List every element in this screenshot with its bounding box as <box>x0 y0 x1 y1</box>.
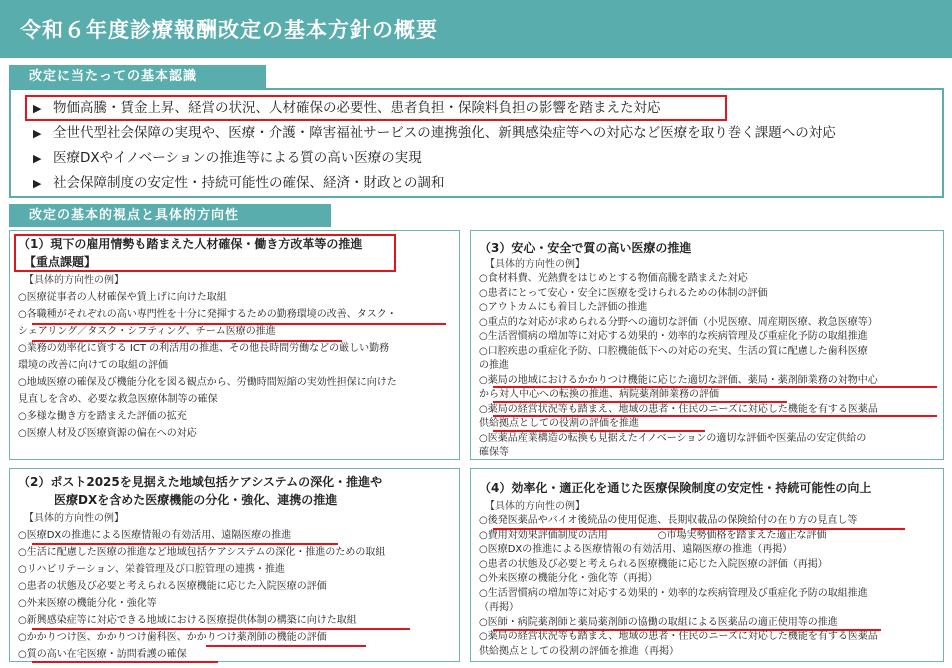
list-item: ○かかりつけ医、かかりつけ歯科医、かかりつけ薬剤師の機能の評価 <box>18 632 327 643</box>
triangle-bullet-icon: ▶ <box>33 127 42 140</box>
page-title: 令和６年度診療報酬改定の基本方針の概要 <box>20 18 438 42</box>
panel-3-title: （3）安心・安全で質の高い医療の推進 <box>479 241 692 255</box>
list-item: ○患者にとって安心・安全に医療を受けられるための体制の評価 <box>479 287 768 299</box>
panel-1-title: （1）現下の雇用情勢も踏まえた人材確保・働き方改革等の推進 <box>18 237 363 251</box>
list-item: ○医師・病院薬剤師と薬局薬剤師の協働の取組による医薬品の適正使用等の推進 <box>479 616 838 628</box>
list-item: ○患者の状態及び必要と考えられる医療機能に応じた入院医療の評価 <box>18 581 327 592</box>
list-item: ○患者の状態及び必要と考えられる医療機能に応じた入院医療の評価（再掲） <box>479 558 828 570</box>
list-item: ○外来医療の機能分化・強化等 <box>18 598 157 609</box>
list-item: ○口腔疾患の重症化予防、口腔機能低下への対応の充実、生活の質に配慮した歯科医療 <box>479 345 868 357</box>
panel-3-subtitle: 【具体的方向性の例】 <box>485 259 585 270</box>
panel-4-title: （4）効率化・適正化を通じた医療保険制度の安定性・持続可能性の向上 <box>479 481 872 495</box>
list-item: ○生活習慣病の増加等に対応する効果的・効率的な疾病管理及び重症化予防の取組推進 <box>479 331 868 342</box>
list-item: ○医療DXの推進による医療情報の有効活用、遠隔医療の推進（再掲） <box>479 544 793 555</box>
list-item: ○アウトカムにも着目した評価の推進 <box>479 302 648 313</box>
recognition-list <box>33 98 836 198</box>
list-item: ○薬局の経営状況等も踏まえ、地域の患者・住民のニーズに対応した機能を有する医薬品 <box>479 631 878 642</box>
recognition-item: ▶ 全世代型社会保障の実現や、医療・介護・障害福祉サービスの連携強化、新興感染症等への対応など医療を取り巻く課題への対応 <box>33 123 836 148</box>
recognition-label: 改定に当たっての基本認識 <box>9 65 266 88</box>
list-item: ○薬局の経営状況等も踏まえ、地域の患者・住民のニーズに対応した機能を有する医薬品 <box>479 403 878 415</box>
priority-tag: 【重点課題】 <box>24 255 97 269</box>
list-item: ○業務の効率化に資する ICT の利活用の推進、その他長時間労働などの厳しい勤務 <box>18 343 390 354</box>
list-item: ○医療人材及び医療資源の偏在への対応 <box>18 428 197 439</box>
list-item: ○質の高い在宅医療・訪問看護の確保 <box>18 649 187 660</box>
list-item: ○新興感染症等に対応できる地域における医療提供体制の構築に向けた取組 <box>18 615 357 626</box>
panel-4-list <box>479 514 878 659</box>
panel-3-list <box>479 272 878 461</box>
triangle-bullet-icon: ▶ <box>33 152 42 165</box>
panel-3 <box>470 230 944 460</box>
list-item: （再掲） <box>479 602 519 613</box>
recognition-item: ▶ 社会保障制度の安定性・持続可能性の確保、経済・財政との調和 <box>33 173 836 198</box>
panel-1 <box>9 230 460 460</box>
list-item: 供給拠点としての役割の評価を推進 <box>479 418 639 429</box>
list-item: ○多様な働き方を踏まえた評価の拡充 <box>18 411 187 422</box>
panel-4-subtitle: 【具体的方向性の例】 <box>485 501 585 512</box>
list-item: ○生活に配慮した医療の推進など地域包括ケアシステムの深化・推進のための取組 <box>18 547 386 558</box>
list-item: ○後発医薬品やバイオ後続品の使用促進、長期収載品の保険給付の在り方の見直し等 <box>479 515 858 526</box>
page-header <box>0 0 952 58</box>
list-item: ○医療DXの推進による医療情報の有効活用、遠隔医療の推進 <box>18 530 292 541</box>
list-item: ○生活習慣病の増加等に対応する効果的・効率的な疾病管理及び重症化予防の取組推進 <box>479 587 868 599</box>
triangle-bullet-icon: ▶ <box>33 177 42 190</box>
panel-2-list <box>18 527 385 663</box>
list-item: ○各職種がそれぞれの高い専門性を十分に発揮するための勤務環境の改善、タスク・ <box>18 309 397 320</box>
list-item: 供給拠点としての役割の評価を推進（再掲） <box>479 645 679 657</box>
list-item: ○費用対効果評価制度の活用 ○市場実勢価格を踏まえた適正な評価 <box>479 529 827 541</box>
panel-2-title-line1: （2）ポスト2025を見据えた地域包括ケアシステムの深化・推進や <box>18 475 383 489</box>
panel-1-subtitle: 【具体的方向性の例】 <box>24 275 124 286</box>
recognition-item: ▶ 医療DXやイノベーションの推進等による質の高い医療の実現 <box>33 148 836 173</box>
triangle-bullet-icon: ▶ <box>33 102 42 115</box>
list-item: ○地域医療の確保及び機能分化を図る観点から、労働時間短縮の実効性担保に向けた <box>18 377 397 388</box>
recognition-box <box>9 88 944 198</box>
panel-2-subtitle: 【具体的方向性の例】 <box>24 513 124 524</box>
list-item: ○薬局の地域におけるかかりつけ機能に応じた適切な評価、薬局・薬剤師業務の対物中心 <box>479 374 878 386</box>
list-item: ○重点的な対応が求められる分野への適切な評価（小児医療、周産期医療、救急医療等） <box>479 316 878 328</box>
list-item: 環境の改善に向けての取組の評価 <box>18 360 168 371</box>
list-item: シェアリング／タスク・シフティング、チーム医療の推進 <box>18 326 276 337</box>
list-item: ○医療従事者の人材確保や賃上げに向けた取組 <box>18 292 227 303</box>
list-item: ○リハビリテーション、栄養管理及び口腔管理の連携・推進 <box>18 564 286 575</box>
list-item: から対人中心への転換の推進、病院薬剤師業務の評価 <box>479 389 719 400</box>
list-item: 見直しを含め、必要な救急医療体制等の確保 <box>18 394 218 405</box>
list-item: ○食材料費、光熱費をはじめとする物価高騰を踏まえた対応 <box>479 273 748 284</box>
list-item: ○医薬品産業構造の転換も見据えたイノベーションの適切な評価や医薬品の安定供給の <box>479 432 867 444</box>
panel-1-list <box>18 289 397 442</box>
panel-2-title-line2: 医療DXを含めた医療機能の分化・強化、連携の推進 <box>54 493 338 507</box>
perspectives-label: 改定の基本的視点と具体的方向性 <box>9 204 331 227</box>
recognition-item: ▶ 物価高騰・賃金上昇、経営の状況、人材確保の必要性、患者負担・保険料負担の影響を踏まえた対応 <box>33 98 836 123</box>
panel-2 <box>9 468 460 662</box>
list-item: 確保等 <box>479 447 509 458</box>
list-item: ○外来医療の機能分化・強化等（再掲） <box>479 573 658 584</box>
panel-4 <box>470 468 944 662</box>
list-item: の推進 <box>479 360 509 371</box>
